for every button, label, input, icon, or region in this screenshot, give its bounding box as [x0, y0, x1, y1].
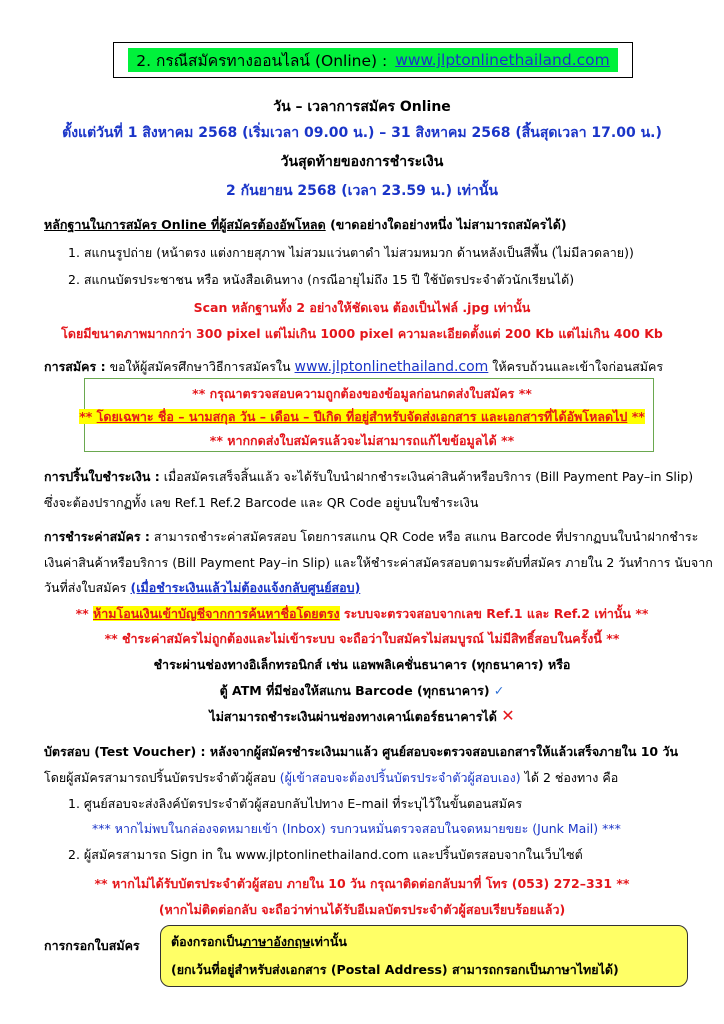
website-link[interactable]: www.jlptonlinethailand.com [395, 51, 610, 69]
documents-heading-underlined: หลักฐานในการสมัคร Online ที่ผู้สมัครต้องอัพโหลด [44, 217, 326, 232]
apply-text-after: ให้ครบถ้วนและเข้าใจก่อนสมัคร [488, 359, 664, 374]
check-icon: ✓ [493, 683, 505, 698]
payment-channel-electronic: ชำระผ่านช่องทางอิเล็กทรอนิกส์ เช่น แอพพลิเคชั่นธนาคาร (ทุกธนาคาร) หรือ [153, 657, 571, 672]
size-note: โดยมีขนาดภาพมากกว่า 300 pixel แต่ไม่เกิน 1000 pixel ความละเอียดตั้งแต่ 200 Kb แต่ไม่เกิน 400 Kb [61, 326, 663, 341]
form-rule-suffix: เท่านั้น [310, 934, 347, 949]
payment-text: สามารถชำระค่าสมัครสอบ โดยการสแกน QR Code หรือ สแกน Barcode ที่ปรากฏบนใบนำฝากชำระ [149, 529, 699, 544]
print-slip-line2: ซึ่งจะต้องปรากฏทั้ง เลข Ref.1 Ref.2 Barcode และ QR Code อยู่บนใบชำระเงิน [44, 495, 479, 510]
section-title-highlight [128, 48, 618, 72]
document-item-id: 2. สแกนบัตรประชาชน หรือ หนังสือเดินทาง (กรณีอายุไม่ถึง 15 ปี ใช้บัตรประจำตัวนักเรียนได้) [68, 272, 575, 287]
notice-line-fields [0, 407, 724, 427]
notice-line-check: ** กรุณาตรวจสอบความถูกต้องของข้อมูลก่อนกดส่งใบสมัคร ** [192, 386, 532, 401]
payment-line3-prefix: วันที่ส่งใบสมัคร [44, 580, 131, 595]
no-notification-link[interactable]: (เมื่อชำระเงินแล้วไม่ต้องแจ้งกลับศูนย์สอบ) [130, 580, 361, 595]
form-rule-prefix: ต้องกรอกเป็น [171, 934, 243, 949]
print-slip-label: การปริ้นใบชำระเงิน : [44, 469, 160, 484]
payment-deadline-heading: วันสุดท้ายของการชำระเงิน [280, 154, 444, 170]
schedule-period: ตั้งแต่วันที่ 1 สิงหาคม 2568 (เริ่มเวลา 09.00 น.) – 31 สิงหาคม 2568 (สิ้นสุดเวลา 17.00 น.) [62, 125, 662, 141]
voucher-contact: ** หากไม่ได้รับบัตรประจำตัวผู้สอบ ภายใน 10 วัน กรุณาติดต่อกลับมาที่ โทร (053) 272–331 ** [94, 876, 630, 891]
voucher-line2-prefix: โดยผู้สมัครสามารถปริ้นบัตรประจำตัวผู้สอบ [44, 770, 280, 785]
form-instructions-box [160, 925, 688, 987]
apply-website-link[interactable]: www.jlptonlinethailand.com [294, 359, 489, 375]
form-label: การกรอกใบสมัคร [44, 938, 140, 953]
voucher-line2 [44, 768, 618, 788]
print-slip-text: เมื่อสมัครเสร็จสิ้นแล้ว จะได้รับใบนำฝากชำระเงินค่าสินค้าหรือบริการ (Bill Payment Pay–in Slip) [159, 469, 694, 484]
payment-line3 [44, 578, 360, 598]
warn-highlight: ห้ามโอนเงินเข้าบัญชีจากการค้นหาชื่อโดยตรง [93, 606, 340, 621]
payment-channel-atm [0, 681, 724, 701]
apply-text-before: ขอให้ผู้สมัครศึกษาวิธีการสมัครใน [105, 359, 295, 374]
scan-note: Scan หลักฐานทั้ง 2 อย่างให้ชัดเจน ต้องเป็นไฟล์ .jpg เท่านั้น [193, 300, 531, 315]
payment-channel-counter [0, 706, 724, 727]
section-title: 2. กรณีสมัครทางออนไลน์ (Online) : [136, 51, 388, 70]
cross-icon: ✕ [501, 706, 515, 725]
payment-line2: เงินค่าสินค้าหรือบริการ (Bill Payment Pay–in Slip) และให้ชำระค่าสมัครสอบตามระดับที่สมัคร ภายใน 2 วันทำการ นับจาก [44, 555, 713, 570]
form-rule-english: ภาษาอังกฤษ [242, 934, 311, 949]
section-title-box [113, 42, 633, 78]
voucher-item-website: 2. ผู้สมัครสามารถ Sign in ใน www.jlptonlinethailand.com และปริ้นบัตรสอบจากในเว็บไซต์ [68, 847, 583, 862]
warn-suffix: ระบบจะตรวจสอบจากเลข Ref.1 และ Ref.2 เท่านั้น ** [339, 606, 649, 621]
voucher-label: บัตรสอบ (Test Voucher) : [44, 744, 206, 759]
apply-label: การสมัคร : [44, 359, 106, 374]
payment-deadline: 2 กันยายน 2568 (เวลา 23.59 น.) เท่านั้น [226, 183, 498, 199]
atm-text: ตู้ ATM ที่มีช่องให้สแกน Barcode (ทุกธนาคาร) [219, 683, 490, 698]
payment-warning-invalid: ** ชำระค่าสมัครไม่ถูกต้องและไม่เข้าระบบ จะถือว่าใบสมัครไม่สมบูรณ์ ไม่มีสิทธิ์สอบในครั้งนี้ ** [104, 631, 620, 646]
notice-line-no-edit: ** หากกดส่งใบสมัครแล้วจะไม่สามารถแก้ไขข้อมูลได้ ** [209, 433, 515, 448]
voucher-junk-mail-note: *** หากไม่พบในกล่องจดหมายเข้า (Inbox) รบกวนหมั่นตรวจสอบในจดหมายขยะ (Junk Mail) *** [92, 821, 621, 836]
voucher-item-email: 1. ศูนย์สอบจะส่งลิงค์บัตรประจำตัวผู้สอบกลับไปทาง E–mail ที่ระบุไว้ในขั้นตอนสมัคร [68, 796, 523, 811]
voucher-text: หลังจากผู้สมัครชำระเงินมาแล้ว ศูนย์สอบจะตรวจสอบเอกสารให้แล้วเสร็จภายใน 10 วัน [205, 744, 679, 759]
payment-warning-transfer [0, 604, 724, 624]
form-language-rule [171, 932, 677, 952]
documents-heading [44, 215, 567, 235]
apply-instructions [44, 357, 663, 377]
notice-fields-highlight [79, 409, 645, 424]
counter-text: ไม่สามารถชำระเงินผ่านช่องทางเคาน์เตอร์ธนาคารได้ [209, 709, 497, 724]
voucher-line2-suffix: ได้ 2 ช่องทาง คือ [520, 770, 619, 785]
documents-heading-note: (ขาดอย่างใดอย่างหนึ่ง ไม่สามารถสมัครได้) [325, 217, 567, 232]
payment-label: การชำระค่าสมัคร : [44, 529, 150, 544]
form-address-exception: (ยกเว้นที่อยู่สำหรับส่งเอกสาร (Postal Address) สามารถกรอกเป็นภาษาไทยได้) [171, 962, 619, 977]
notice-fields-underlined: โดยเฉพาะ ชื่อ – นามสกุล วัน – เดือน – ปีเกิด ที่อยู่สำหรับจัดส่งเอกสาร และเอกสารที่ได้อัพโหลดไป [96, 409, 628, 424]
voucher-contact-note: (หากไม่ติดต่อกลับ จะถือว่าท่านได้รับอีเมลบัตรประจำตัวผู้สอบเรียบร้อยแล้ว) [158, 902, 566, 917]
notice-suffix: ** [627, 409, 645, 424]
payment-line1 [44, 527, 698, 547]
notice-prefix: ** [79, 409, 97, 424]
print-slip-line1 [44, 467, 693, 487]
warn-prefix: ** [75, 606, 94, 621]
schedule-heading: วัน – เวลาการสมัคร Online [273, 99, 451, 115]
voucher-self-print-note: (ผู้เข้าสอบจะต้องปริ้นบัตรประจำตัวผู้สอบเอง) [279, 770, 521, 785]
voucher-line1 [44, 742, 678, 762]
document-item-photo: 1. สแกนรูปถ่าย (หน้าตรง แต่งกายสุภาพ ไม่สวมแว่นตาดำ ไม่สวมหมวก ด้านหลังเป็นสีพื้น (ไม่มีลวดลาย)) [68, 245, 634, 260]
